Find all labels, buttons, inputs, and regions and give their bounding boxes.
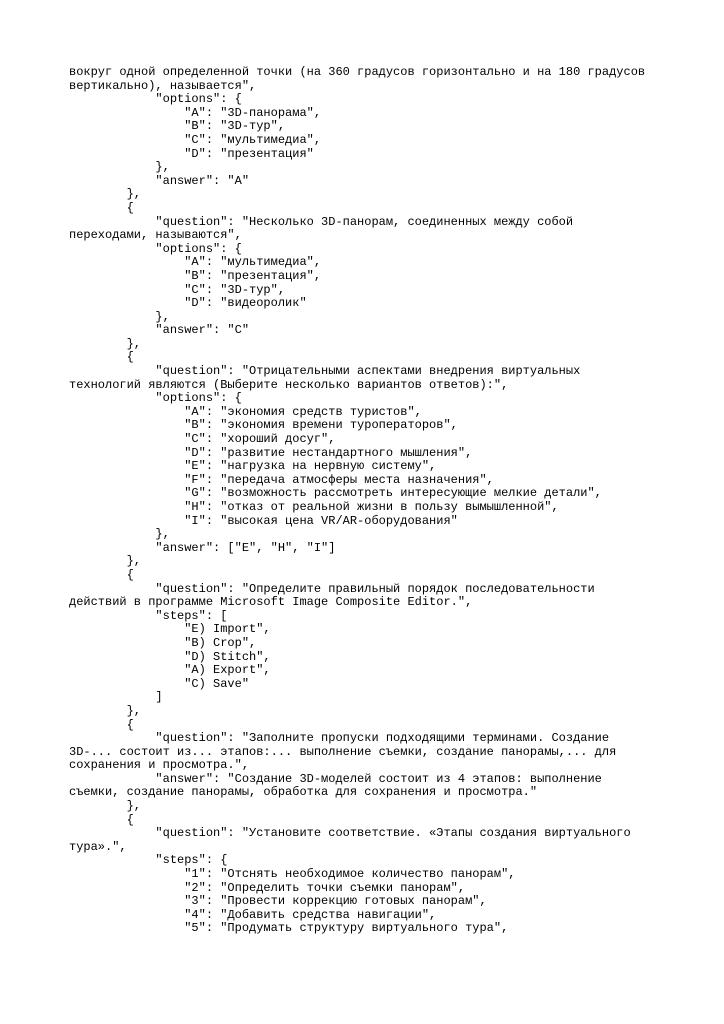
code-line: "answer": "C": [69, 323, 250, 338]
code-line: технологий являются (Выберите несколько вариантов ответов):",: [69, 377, 509, 392]
code-line: {: [69, 200, 134, 215]
code-line: },: [69, 554, 142, 569]
code-line: "D": "презентация": [69, 146, 314, 161]
code-line: "4": "Добавить средства навигации",: [69, 907, 437, 922]
code-line: "5": "Продумать структуру виртуального тура",: [69, 921, 509, 936]
code-line: 3D-... состоит из... этапов:... выполнение съемки, создание панорамы,... для: [69, 744, 617, 759]
code-line: "steps": [: [69, 608, 228, 623]
code-line: {: [69, 350, 134, 365]
code-line: "H": "отказ от реальной жизни в пользу вымышленной",: [69, 500, 559, 514]
code-line: вертикально), называется",: [69, 78, 257, 93]
code-line: {: [69, 812, 134, 827]
code-line: "B": "презентация",: [69, 268, 322, 283]
code-line: тура».",: [69, 839, 127, 854]
code-line: {: [69, 717, 134, 732]
code-line: "E) Import",: [69, 622, 271, 637]
code-line: "C": "3D-тур",: [69, 282, 286, 297]
code-line: "A) Export",: [69, 663, 271, 678]
code-line: },: [69, 799, 142, 814]
code-line: },: [69, 527, 170, 542]
code-line: },: [69, 336, 142, 351]
code-line: "D) Stitch",: [69, 649, 271, 664]
code-line: вокруг одной определенной точки (на 360 градусов горизонтально и на 180 градусов: [69, 65, 646, 79]
code-line: съемки, создание панорамы, обработка для сохранения и просмотра.": [69, 785, 538, 800]
code-line: "I": "высокая цена VR/AR-оборудования": [69, 513, 458, 528]
code-line: "question": "Установите соответствие. «Этапы создания виртуального: [69, 826, 631, 841]
code-line: "question": "Несколько 3D-панорам, соединенных между собой: [69, 214, 574, 229]
code-listing: [69, 66, 645, 936]
code-line: "A": "экономия средств туристов",: [69, 404, 422, 419]
code-line: переходами, называются",: [69, 228, 242, 243]
code-line: },: [69, 703, 142, 718]
code-line: "answer": "A": [69, 173, 250, 188]
code-line: "answer": ["E", "H", "I"]: [69, 540, 336, 555]
code-line: "B": "3D-тур",: [69, 119, 286, 134]
code-line: действий в программе Microsoft Image Composite Editor.",: [69, 595, 473, 610]
code-line: "options": {: [69, 92, 242, 107]
code-line: "F": "передача атмосферы места назначения",: [69, 472, 494, 487]
code-line: "1": "Отснять необходимое количество панорам",: [69, 867, 516, 882]
code-line: "G": "возможность рассмотреть интересующие мелкие детали",: [69, 486, 602, 501]
code-line: ]: [69, 690, 163, 705]
code-line: },: [69, 187, 142, 202]
code-line: "question": "Определите правильный порядок последовательности: [69, 581, 595, 596]
code-line: сохранения и просмотра.",: [69, 758, 250, 773]
code-line: },: [69, 309, 170, 324]
code-line: "C": "мультимедиа",: [69, 132, 322, 147]
code-line: "A": "3D-панорама",: [69, 105, 322, 120]
code-line: "C": "хороший досуг",: [69, 432, 336, 447]
code-line: "B) Crop",: [69, 635, 257, 650]
code-line: "question": "Заполните пропуски подходящими терминами. Создание: [69, 731, 610, 746]
code-line: "steps": {: [69, 853, 228, 868]
code-line: "A": "мультимедиа",: [69, 255, 322, 270]
code-line: "options": {: [69, 241, 242, 256]
code-line: "C) Save": [69, 676, 250, 691]
code-line: "D": "видеоролик": [69, 296, 307, 311]
code-line: "2": "Определить точки съемки панорам",: [69, 880, 466, 895]
code-line: "answer": "Создание 3D-моделей состоит из 4 этапов: выполнение: [69, 771, 602, 786]
code-line: "options": {: [69, 391, 242, 406]
code-line: "question": "Отрицательными аспектами внедрения виртуальных: [69, 364, 581, 379]
code-line: },: [69, 160, 170, 175]
code-line: "B": "экономия времени туроператоров",: [69, 418, 458, 433]
code-line: {: [69, 567, 134, 582]
code-line: "D": "развитие нестандартного мышления",: [69, 445, 473, 460]
code-line: "E": "нагрузка на нервную систему",: [69, 459, 437, 474]
code-line: "3": "Провести коррекцию готовых панорам",: [69, 894, 487, 909]
